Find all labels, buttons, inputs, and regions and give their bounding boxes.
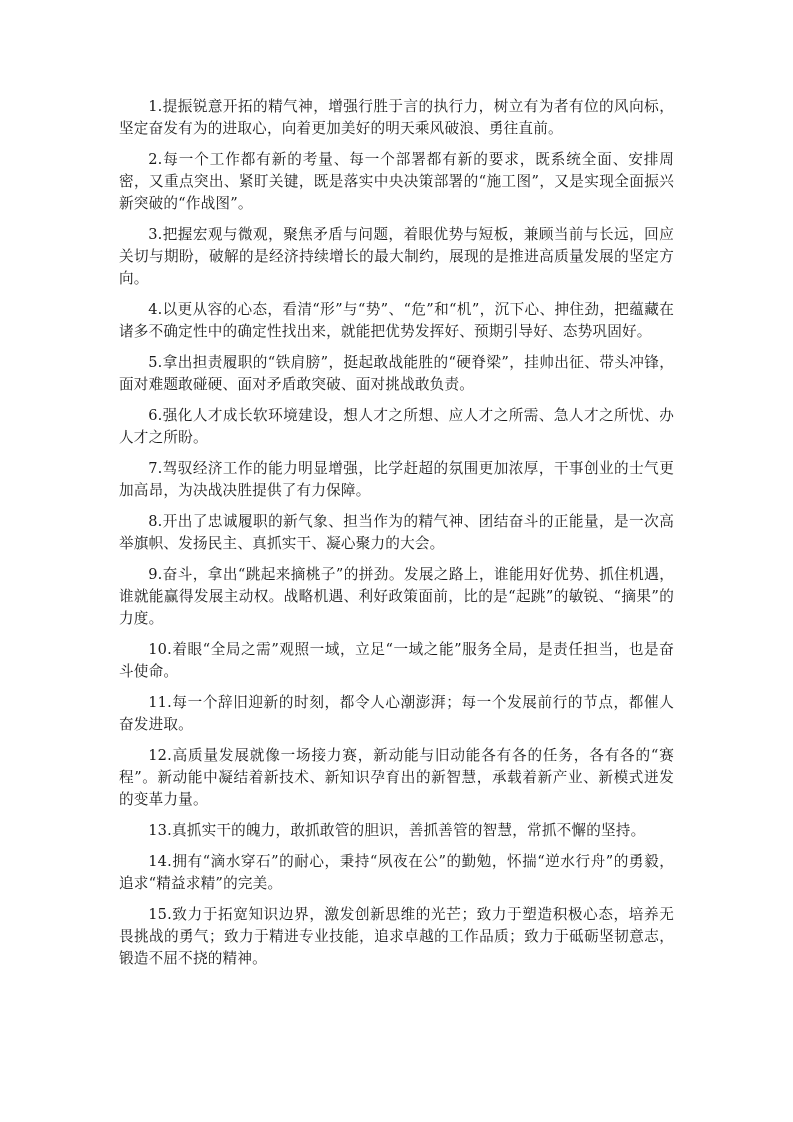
paragraph-13: 13.真抓实干的魄力，敢抓敢管的胆识，善抓善管的智慧，常抓不懈的坚持。 <box>148 822 646 839</box>
paragraph-9: 9.奋斗，拿出“跳起来摘桃子”的拼劲。发展之路上，谁能用好优势、抓住机遇，谁就能赢得发展主动权。战略机遇、利好政策面前，比的是“起跳”的敏锐、“摘果”的力度。 <box>119 566 674 627</box>
paragraph-4: 4.以更从容的心态，看清“形”与“势”、“危”和“机”，沉下心、抻住劲，把蕴藏在诸多不确定性中的确定性找出来，就能把优势发挥好、预期引导好、态势巩固好。 <box>119 301 674 340</box>
paragraph-7: 7.驾驭经济工作的能力明显增强，比学赶超的氛围更加浓厚，干事创业的士气更加高昂，为决战决胜提供了有力保障。 <box>119 460 674 499</box>
paragraph-10: 10.着眼“全局之需”观照一域，立足“一域之能”服务全局，是责任担当，也是奋斗使命。 <box>119 641 674 680</box>
paragraph-15: 15.致力于拓宽知识边界，激发创新思维的光芒；致力于塑造积极心态，培养无畏挑战的勇气；致力于精进专业技能，追求卓越的工作品质；致力于砥砺坚韧意志，锻造不屈不挠的精神。 <box>119 906 674 967</box>
paragraph-1: 1.提振锐意开拓的精气神，增强行胜于言的执行力，树立有为者有位的风向标，坚定奋发有为的进取心，向着更加美好的明天乘风破浪、勇往直前。 <box>119 98 674 137</box>
paragraph-12: 12.高质量发展就像一场接力赛，新动能与旧动能各有各的任务，各有各的“赛程”。新动能中凝结着新技术、新知识孕育出的新智慧，承载着新产业、新模式迸发的变革力量。 <box>119 747 674 808</box>
document-page <box>119 96 674 979</box>
paragraph-14: 14.拥有“滴水穿石”的耐心，秉持“夙夜在公”的勤勉，怀揣“逆水行舟”的勇毅，追求“精益求精”的完美。 <box>119 853 674 892</box>
paragraph-3: 3.把握宏观与微观，聚焦矛盾与问题，着眼优势与短板，兼顾当前与长远，回应关切与期盼，破解的是经济持续增长的最大制约，展现的是推进高质量发展的坚定方向。 <box>119 226 674 287</box>
paragraph-11: 11.每一个辞旧迎新的时刻，都令人心潮澎湃；每一个发展前行的节点，都催人奋发进取。 <box>119 694 674 733</box>
paragraph-5: 5.拿出担责履职的“铁肩膀”，挺起敢战能胜的“硬脊梁”，挂帅出征、带头冲锋，面对难题敢碰硬、面对矛盾敢突破、面对挑战敢负责。 <box>119 354 674 393</box>
paragraph-2: 2.每一个工作都有新的考量、每一个部署都有新的要求，既系统全面、安排周密，又重点突出、紧盯关键，既是落实中央决策部署的“施工图”，又是实现全面振兴新突破的“作战图”。 <box>119 151 674 212</box>
paragraph-6: 6.强化人才成长软环境建设，想人才之所想、应人才之所需、急人才之所忧、办人才之所盼。 <box>119 407 674 446</box>
paragraph-8: 8.开出了忠诚履职的新气象、担当作为的精气神、团结奋斗的正能量，是一次高举旗帜、发扬民主、真抓实干、凝心聚力的大会。 <box>119 513 674 552</box>
